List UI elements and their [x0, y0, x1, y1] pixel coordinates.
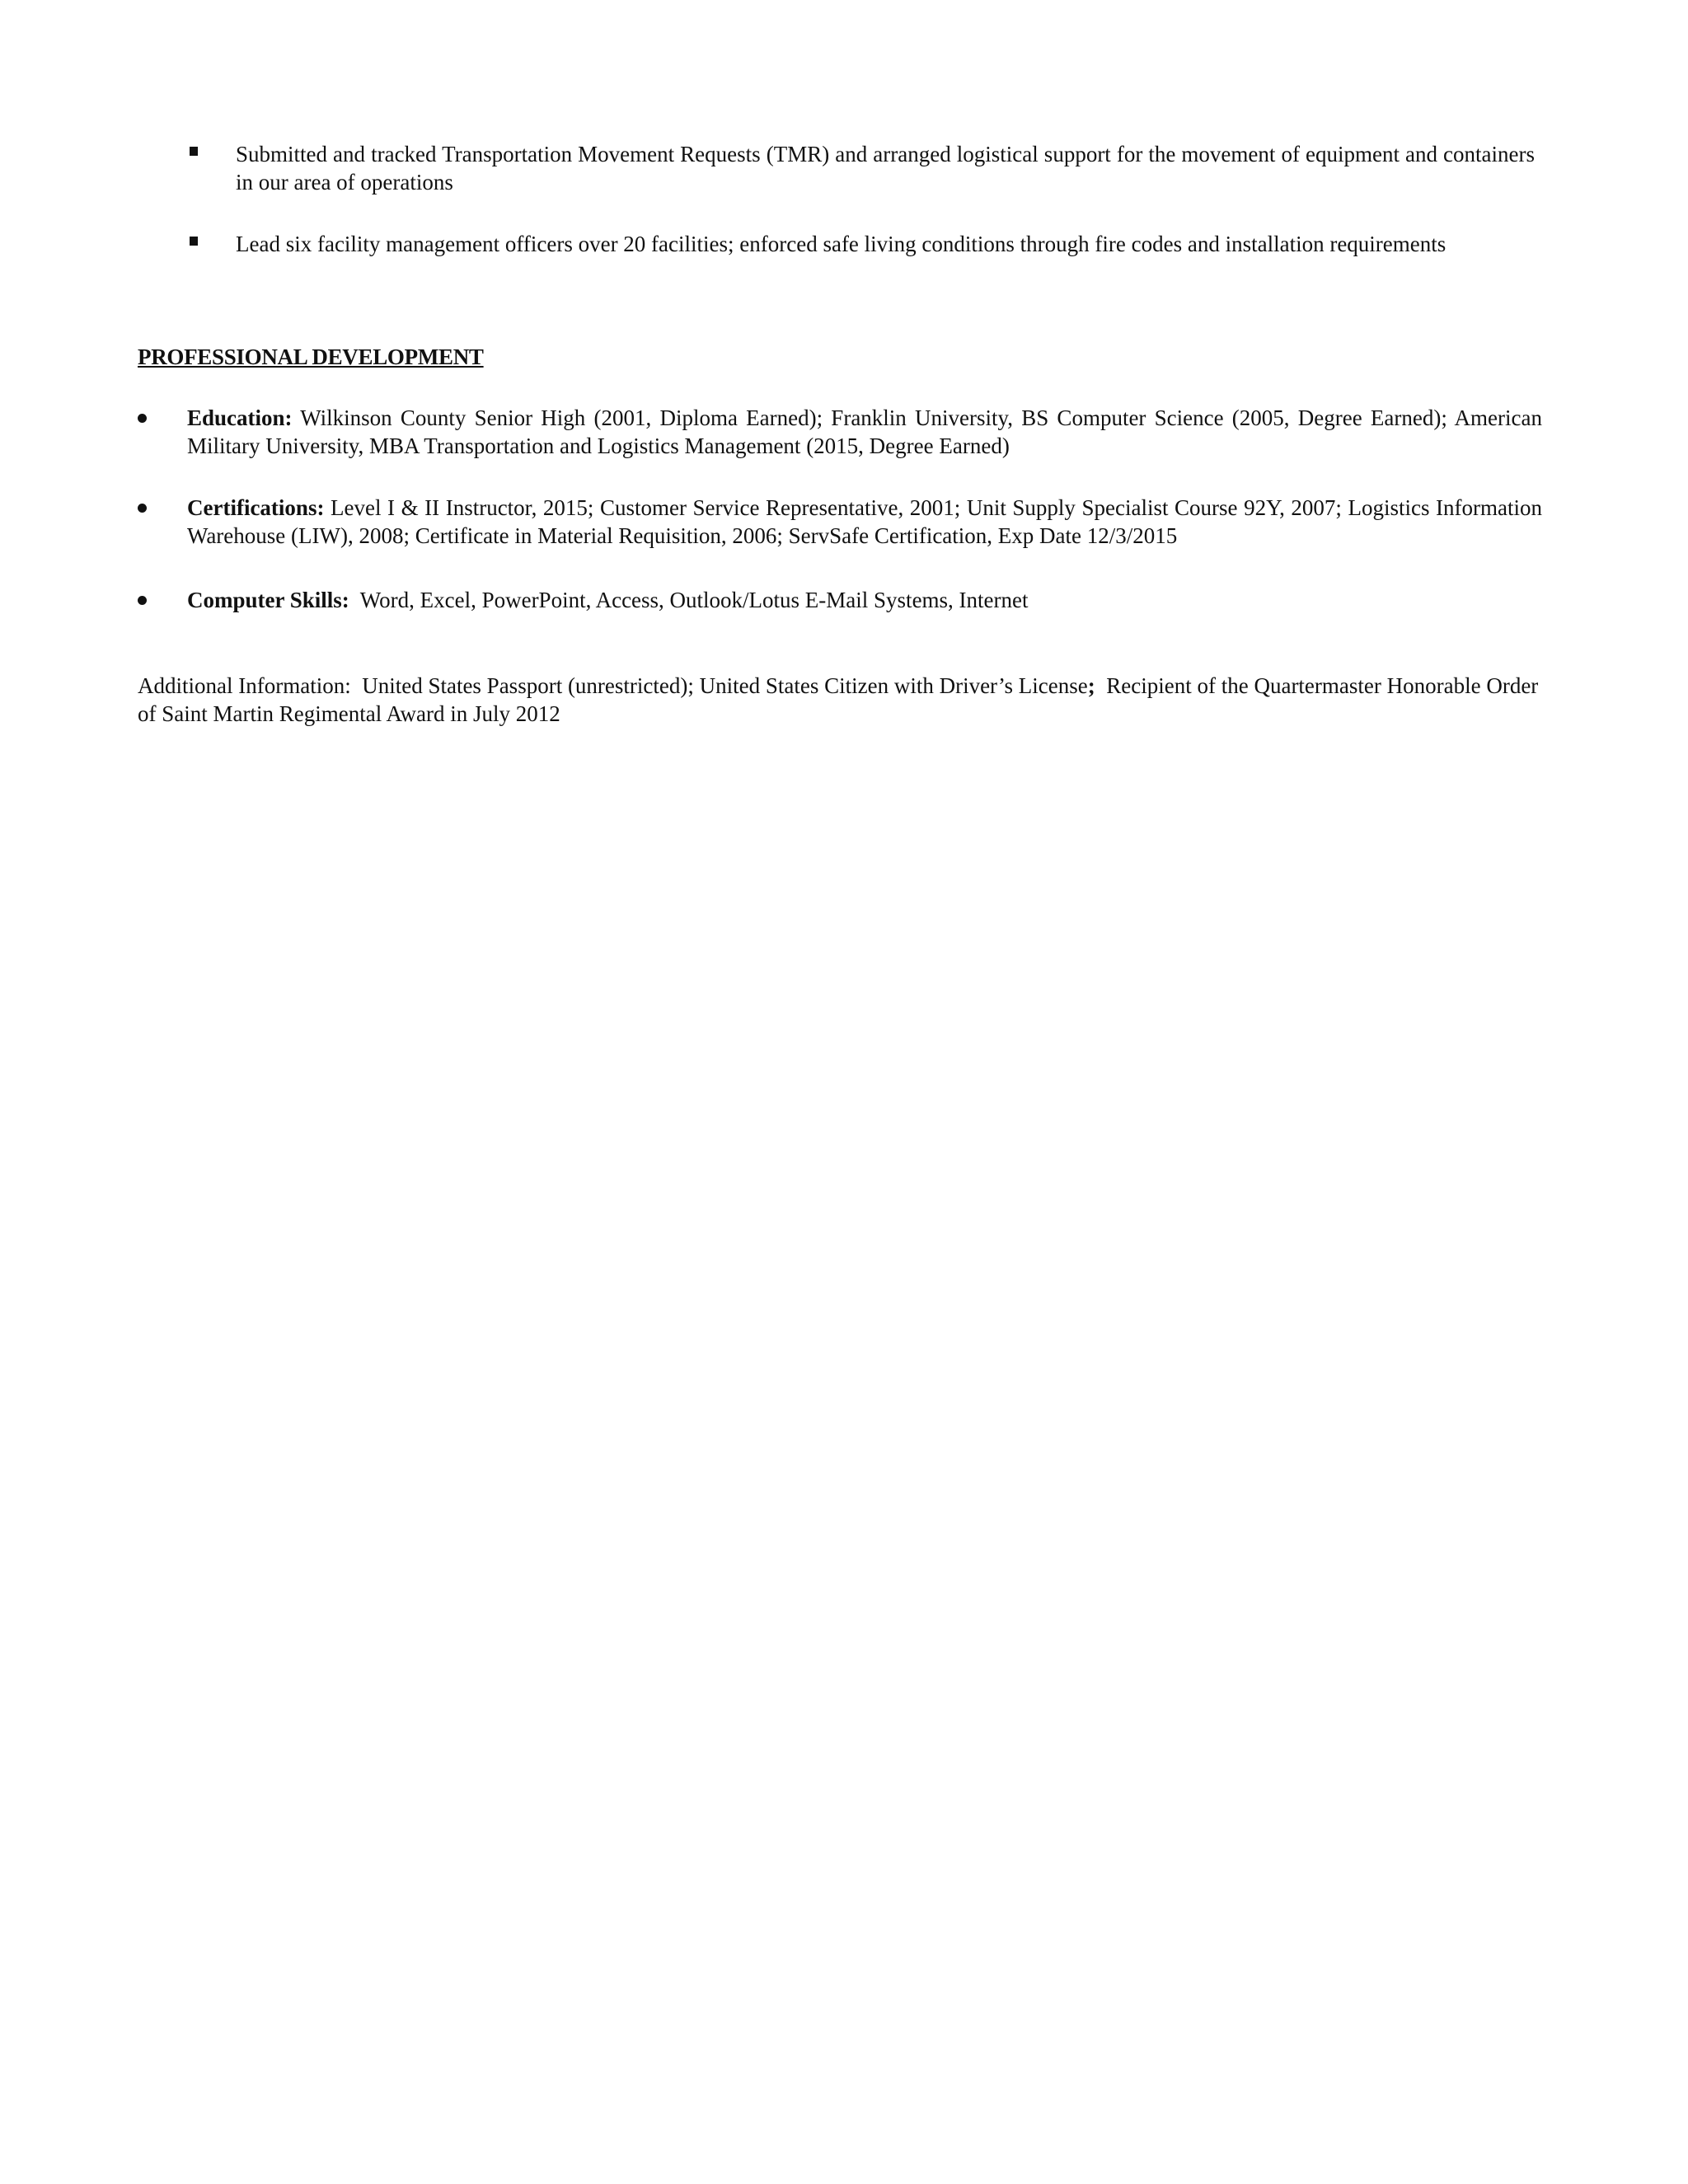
round-bullet-icon	[138, 596, 147, 605]
additional-information-paragraph	[138, 672, 1542, 728]
item-label: Certifications:	[187, 495, 325, 520]
square-bullet-icon	[190, 147, 198, 156]
additional-information-award: Recipient of the Quartermaster Honorable Order of Saint Martin Regimental Award in July 2012	[138, 673, 1539, 726]
additional-information-separator: ;	[1087, 673, 1095, 698]
bullet-text: Submitted and tracked Transportation Movement Requests (TMR) and arranged logistical support for the movement of equipment and containers in our area of operations	[236, 142, 1535, 194]
bullet-text: Lead six facility management officers over 20 facilities; enforced safe living conditions through fire codes and installation requirements	[236, 232, 1447, 256]
item-text: Word, Excel, PowerPoint, Access, Outlook/Lotus E-Mail Systems, Internet	[359, 588, 1029, 612]
section-heading-professional-development: PROFESSIONAL DEVELOPMENT	[138, 344, 484, 369]
bullet-text	[187, 586, 1542, 614]
item-text: Level I & II Instructor, 2015; Customer Service Representative, 2001; Unit Supply Specialist Course 92Y, 2007; Logistics Information Warehouse (LIW), 2008; Certificate in Material Requisition, 2006; ServSafe Certification, Exp Date 12/3/2015	[187, 495, 1542, 548]
square-bullet-icon	[190, 237, 198, 246]
round-bullet-icon	[138, 414, 147, 423]
item-label: Computer Skills:	[187, 588, 349, 612]
item-text: Wilkinson County Senior High (2001, Diploma Earned); Franklin University, BS Computer Science (2005, Degree Earned); American Military University, MBA Transportation and Logistics Management (2015, Degree Earned)	[187, 405, 1542, 458]
additional-information-citizenship: United States Passport (unrestricted); United States Citizen with Driver’s License	[362, 673, 1088, 698]
additional-information-label: Additional Information:	[138, 673, 351, 698]
bullet-text	[187, 494, 1542, 550]
round-bullet-icon	[138, 504, 147, 513]
bullet-text	[187, 404, 1542, 460]
item-label: Education:	[187, 405, 293, 430]
